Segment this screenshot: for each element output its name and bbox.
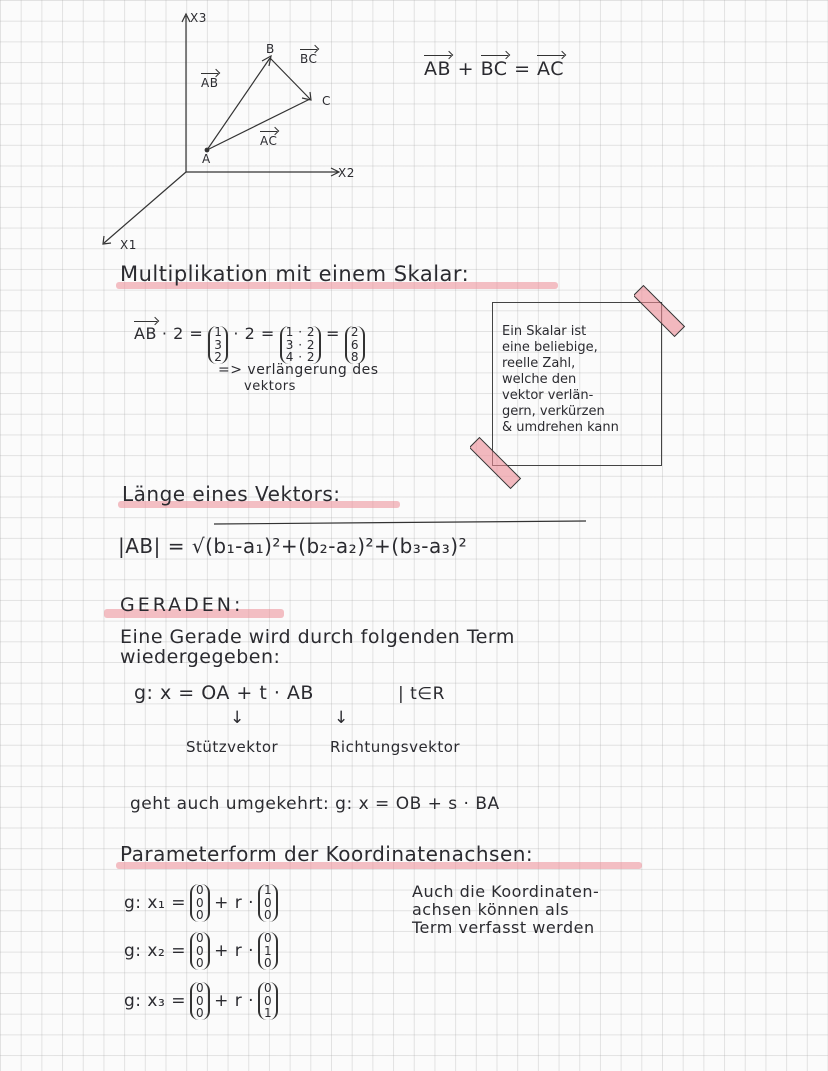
plus-r: + r · xyxy=(214,990,255,1011)
vector-ac-label xyxy=(260,134,277,148)
cell: 0 xyxy=(195,981,205,995)
length-heading: Länge eines Vektors: xyxy=(122,482,341,506)
cell: 0 xyxy=(195,943,205,958)
scalar-times-b: · 2 = xyxy=(233,324,275,344)
reverse-equation: geht auch umgekehrt: g: x = OB + s · BA xyxy=(130,794,500,814)
vector-bc-text: BC xyxy=(300,52,318,66)
vector-ab-label xyxy=(201,76,218,90)
eq-plus: + xyxy=(457,58,475,80)
cell: 0 xyxy=(195,908,205,923)
axes-heading: Parameterform der Koordinatenachsen: xyxy=(120,842,534,866)
axis-eq-x3-lhs: g: x₃ = xyxy=(124,990,186,1011)
note-line: gern, verkürzen xyxy=(502,404,605,419)
vector-bc-arrowhead xyxy=(302,92,311,100)
vector-ac-text: AC xyxy=(260,134,278,148)
cell: 0 xyxy=(195,931,205,945)
axis-equation-x2 xyxy=(124,932,278,970)
axes-note-line2: achsen können als xyxy=(412,900,570,919)
cell: 1 xyxy=(264,943,273,958)
scalar-times-a: · 2 = xyxy=(161,324,204,344)
zero-vector xyxy=(190,982,210,1020)
line-equation: g: x = OA + t · AB xyxy=(134,682,314,704)
vector-addition-equation xyxy=(424,58,564,80)
direction-vector-label: Richtungsvektor xyxy=(330,738,461,756)
eq-bc: BC xyxy=(480,58,508,80)
scalar-note-text xyxy=(502,324,619,436)
cell: 1 xyxy=(264,1006,273,1021)
vec2-x3: 4 · 2 xyxy=(285,350,315,365)
lines-heading: GERADEN: xyxy=(120,594,244,616)
root-overline xyxy=(214,518,614,528)
vector-2-6-8 xyxy=(345,326,365,364)
scalar-ab: AB xyxy=(134,324,157,344)
cell: 0 xyxy=(195,993,205,1008)
vec3-x2: 6 xyxy=(350,337,360,352)
cell: 1 xyxy=(264,883,273,897)
vec3-x3: 8 xyxy=(350,350,360,365)
axis-eq-x2-lhs: g: x₂ = xyxy=(124,940,186,961)
axis-x3-label: X3 xyxy=(190,11,207,25)
scalar-result-line2: vektors xyxy=(244,379,296,394)
note-line: vektor verlän- xyxy=(502,388,594,403)
tape-top xyxy=(634,284,694,344)
axis-x2-label: X2 xyxy=(338,166,355,180)
scalar-heading: Multiplikation mit einem Skalar: xyxy=(120,262,470,286)
lines-intro-2: wiedergegeben: xyxy=(120,646,281,668)
length-formula xyxy=(118,534,467,558)
axis-equation-x3 xyxy=(124,982,278,1020)
cell: 0 xyxy=(264,895,273,910)
vec2-x1: 1 · 2 xyxy=(285,325,315,339)
plus-r: + r · xyxy=(214,940,255,961)
vector-products xyxy=(280,326,321,364)
scalar-equation xyxy=(134,304,365,364)
length-lhs: |AB| = xyxy=(118,534,185,558)
note-line: eine beliebige, xyxy=(502,340,598,355)
vector-1-3-2 xyxy=(208,326,228,364)
cell: 0 xyxy=(264,993,273,1008)
note-line: Ein Skalar ist xyxy=(502,324,587,339)
cell: 0 xyxy=(195,883,205,897)
zero-vector xyxy=(190,932,210,970)
scalar-result-line1: => verlängerung des xyxy=(218,362,379,378)
vec2-x2: 3 · 2 xyxy=(285,337,315,352)
cell: 0 xyxy=(264,931,273,945)
note-line: reelle Zahl, xyxy=(502,356,576,371)
axis-equation-x1 xyxy=(124,884,278,922)
axes-note-line3: Term verfasst werden xyxy=(412,918,595,937)
cell: 0 xyxy=(264,956,273,971)
point-b-label: B xyxy=(266,42,275,56)
eq-equals: = xyxy=(514,58,531,80)
line-parameter: | t∈R xyxy=(398,684,445,704)
eq-ab: AB xyxy=(424,58,452,80)
vector-ac-line xyxy=(207,99,310,150)
point-a-label: A xyxy=(202,152,211,166)
vector-ab-arrowhead xyxy=(262,56,271,66)
cell: 0 xyxy=(264,981,273,995)
axis-x1-label: X1 xyxy=(120,238,137,252)
unit-vector-e3 xyxy=(258,982,278,1020)
plus-r: + r · xyxy=(214,892,255,913)
axis-x1-arrowhead xyxy=(103,236,111,244)
tape-bottom xyxy=(470,436,530,496)
axis-x3-arrowhead xyxy=(182,14,190,22)
scalar-equals: = xyxy=(325,324,340,344)
vector-ab-text: AB xyxy=(201,76,219,90)
eq-ac: AC xyxy=(537,58,564,80)
note-line: welche den xyxy=(502,372,577,387)
axes-note-line1: Auch die Koordinaten- xyxy=(412,882,600,901)
arrow-down-right: ↓ xyxy=(334,708,349,728)
unit-vector-e1 xyxy=(258,884,278,922)
vector-bc-label xyxy=(300,52,317,66)
unit-vector-e2 xyxy=(258,932,278,970)
vec1-x3: 2 xyxy=(214,350,223,365)
cell: 0 xyxy=(195,1006,205,1021)
axis-eq-x1-lhs: g: x₁ = xyxy=(124,892,186,913)
vec1-x2: 3 xyxy=(214,337,223,352)
arrow-down-left: ↓ xyxy=(230,708,245,728)
note-line: & umdrehen kann xyxy=(502,420,619,435)
support-vector-label: Stützvektor xyxy=(186,738,279,756)
cell: 0 xyxy=(195,956,205,971)
cell: 0 xyxy=(264,908,273,923)
vec1-x1: 1 xyxy=(214,325,223,339)
axis-x1-line xyxy=(104,172,186,243)
cell: 0 xyxy=(195,895,205,910)
length-rhs: √(b₁-a₁)²+(b₂-a₂)²+(b₃-a₃)² xyxy=(191,534,468,558)
zero-vector xyxy=(190,884,210,922)
lines-intro-1: Eine Gerade wird durch folgenden Term xyxy=(120,626,515,648)
point-c-label: C xyxy=(322,94,331,108)
vec3-x1: 2 xyxy=(350,325,360,339)
